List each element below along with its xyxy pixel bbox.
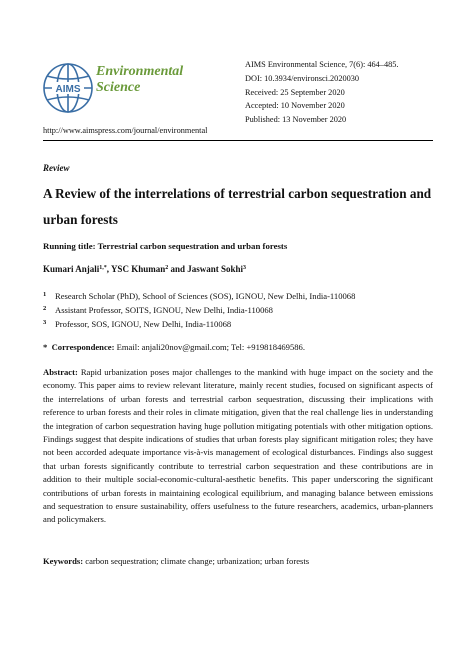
affiliation: [43, 291, 443, 301]
affiliation-number: 1: [43, 291, 47, 298]
correspondence: [43, 342, 305, 352]
author-list: [43, 264, 246, 274]
keywords: [43, 556, 443, 566]
keywords-label: Keywords:: [43, 556, 84, 566]
author-separator: ,: [106, 264, 111, 274]
journal-url[interactable]: http://www.aimspress.com/journal/environmental: [43, 126, 208, 135]
correspondence-label: Correspondence:: [51, 342, 115, 352]
abstract-label: Abstract:: [43, 367, 78, 377]
journal-name-line2: Science: [96, 80, 141, 95]
affiliation: [43, 319, 443, 329]
paper-title: [43, 181, 438, 233]
accepted-date: Accepted: 10 November 2020: [245, 101, 345, 111]
author-name: Kumari Anjali: [43, 264, 100, 274]
abstract: [43, 366, 433, 527]
journal-name: [96, 64, 183, 96]
journal-logo-globe-icon: [38, 58, 98, 118]
affiliation-number: 3: [43, 319, 47, 326]
publication-meta: [245, 58, 398, 127]
affiliation-text: Research Scholar (PhD), School of Sciences (SOS), IGNOU, New Delhi, India-110068: [55, 291, 356, 301]
section-label: Review: [43, 163, 70, 173]
received-date: Received: 25 September 2020: [245, 87, 345, 97]
author-name: YSC Khuman: [110, 264, 166, 274]
keywords-text: carbon sequestration; climate change; urbanization; urban forests: [85, 556, 310, 566]
correspondence-marker: *: [43, 342, 48, 352]
paper-title-line2: urban forests: [43, 212, 118, 227]
doi: DOI: 10.3934/environsci.2020030: [245, 73, 360, 83]
published-date: Published: 13 November 2020: [245, 115, 347, 125]
correspondence-text: Email: anjali20nov@gmail.com; Tel: +919818469586.: [116, 342, 305, 352]
author-superscript: 2: [165, 265, 169, 271]
paper-title-line1: A Review of the interrelations of terrestrial carbon sequestration and: [43, 186, 432, 201]
author-superscript: 3: [243, 265, 247, 271]
header-divider: [43, 140, 433, 141]
author-separator: and: [168, 264, 188, 274]
running-title: Running title: Terrestrial carbon sequestration and urban forests: [43, 241, 288, 251]
author-superscript: 1,*: [99, 265, 107, 271]
journal-name-line1: Environmental: [96, 64, 184, 79]
citation: AIMS Environmental Science, 7(6): 464–485.: [245, 60, 399, 69]
affiliation-number: 2: [43, 305, 47, 312]
abstract-text: Rapid urbanization poses major challenges to the mankind with huge impact on the society and the economy. This paper aims to review relevant literature, mainly recent studies, focused on significant aspects of the interrelations of urban forests and terrestrial carbon sequestration, discussing their implications with reference to urban forests and their roles in climate mitigation, given that the real challenge lies in understanding the integration of carbon sequestration having huge pollution mitigating potentials with other mitigation options. Findings suggest that despite indications of studies that urban forests play significant mitigation roles; they have not been accorded adequate importance vis-à-vis management of ecological disturbances. Findings also suggest that urban forests significantly contribute to terrestrial carbon sequestration and these contributions are in addition to their multiple social-economic-cultural-aesthetic benefits. This paper underscoring the significant contributions of urban forests in maintaining ecological equilibrium, and managing balance between emissions and sequestration to ensure sustainability, offers usefulness to the future researchers, academics, urban-planners and policymakers.: [43, 367, 433, 525]
affiliation-text: Assistant Professor, SOITS, IGNOU, New Delhi, India-110068: [55, 305, 273, 315]
affiliation-text: Professor, SOS, IGNOU, New Delhi, India-110068: [55, 319, 232, 329]
logo-text: AIMS: [55, 84, 81, 95]
affiliation: [43, 305, 443, 315]
author-name: Jaswant Sokhi: [187, 264, 244, 274]
